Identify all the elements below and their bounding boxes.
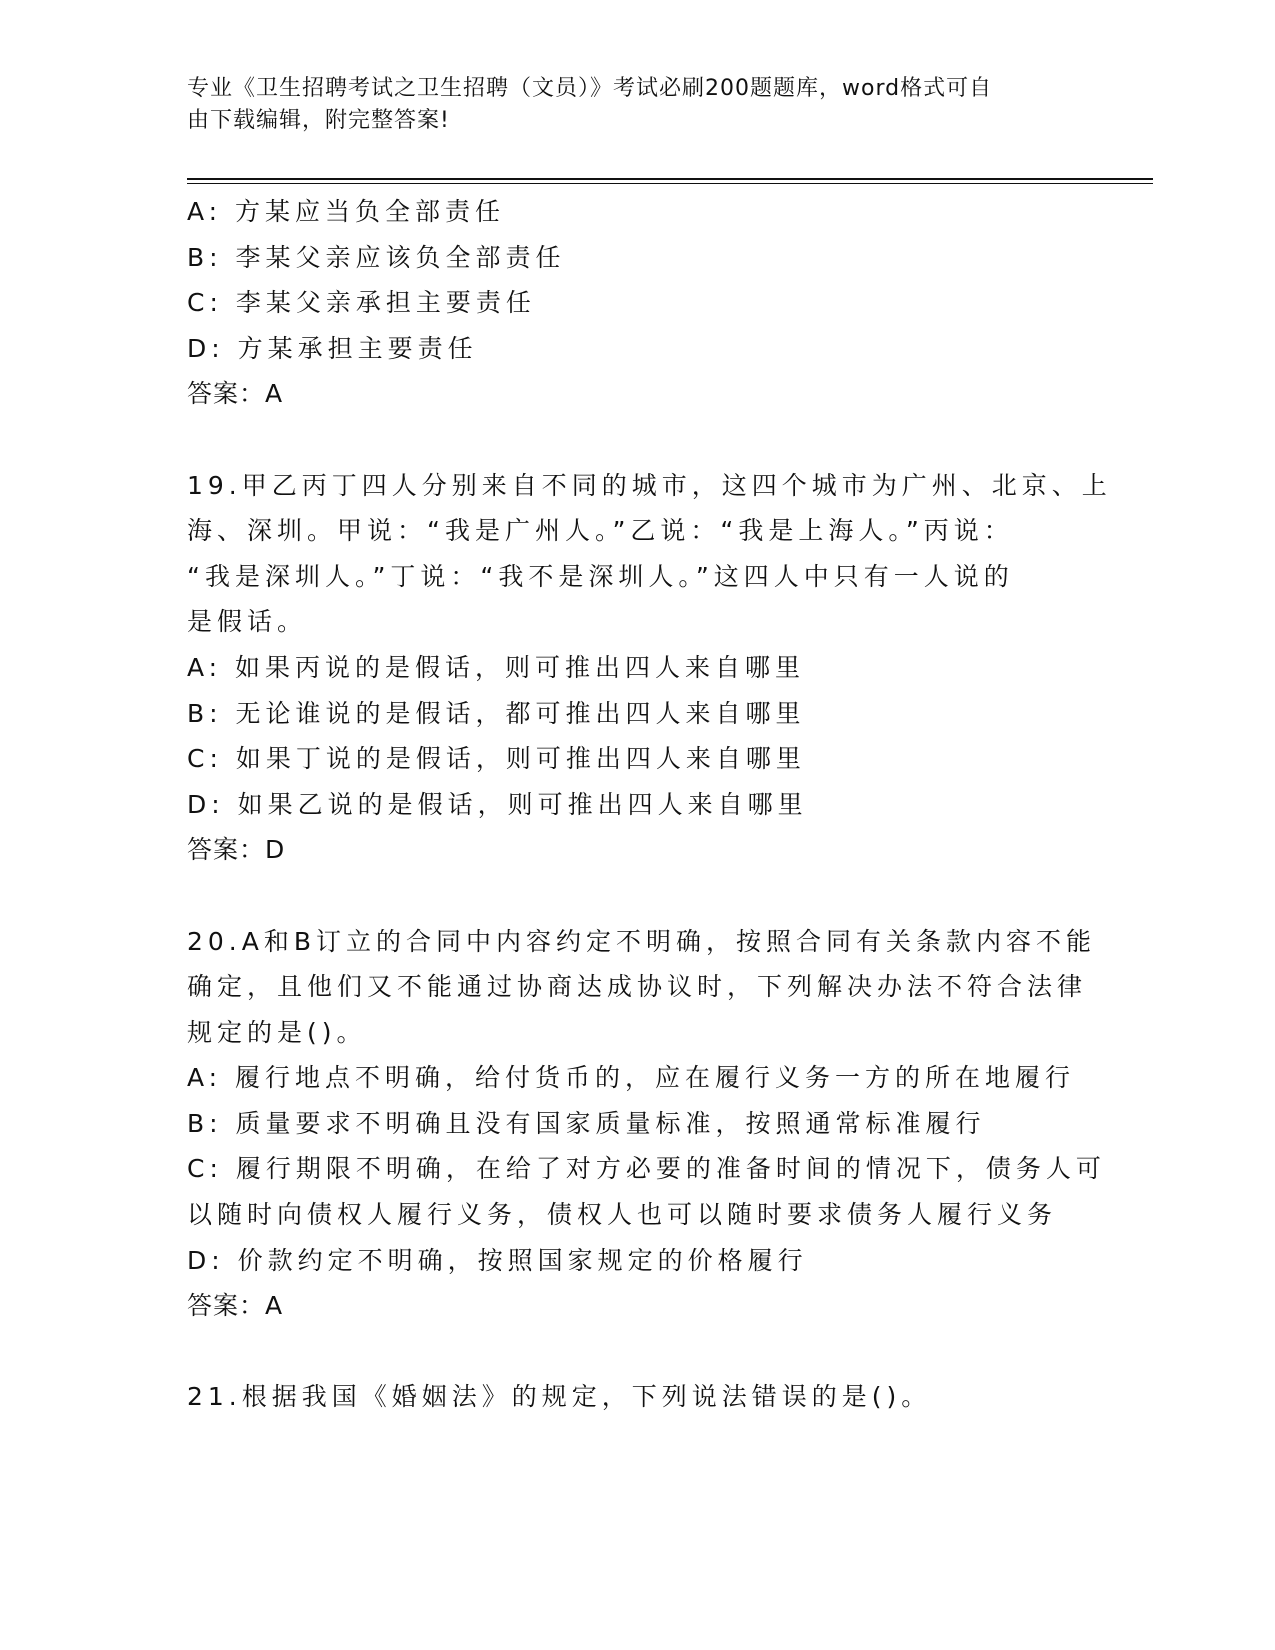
question-spacer xyxy=(187,1329,1087,1375)
header-line-1: 专业《卫生招聘考试之卫生招聘（文员）》考试必刷200题题库，word格式可自 xyxy=(187,76,993,101)
option-c: C: 履行期限不明确，在给了对方必要的准备时间的情况下，债务人可 xyxy=(187,1154,1106,1184)
answer-line: 答案：A xyxy=(187,379,284,409)
answer-line: 答案：A xyxy=(187,1291,284,1321)
question-stem-line: 确定，且他们又不能通过协商达成协议时，下列解决办法不符合法律 xyxy=(187,972,1088,1002)
option-c-continued: 以随时向债权人履行义务，债权人也可以随时要求债务人履行义务 xyxy=(187,1200,1058,1230)
question-20 xyxy=(187,919,1106,1329)
question-19 xyxy=(187,463,1112,873)
option-b: B: 李某父亲应该负全部责任 xyxy=(187,242,566,272)
header-divider-thick xyxy=(187,178,1153,180)
answer-line: 答案：D xyxy=(187,835,286,865)
option-c: C: 如果丁说的是假话，则可推出四人来自哪里 xyxy=(187,744,806,774)
option-b: B: 质量要求不明确且没有国家质量标准，按照通常标准履行 xyxy=(187,1108,986,1138)
header-line-2: 由下载编辑，附完整答案! xyxy=(187,108,450,133)
question-spacer xyxy=(187,417,1087,463)
question-stem-line: 21.根据我国《婚姻法》的规定，下列说法错误的是()。 xyxy=(187,1382,932,1412)
option-a: A: 方某应当负全部责任 xyxy=(187,197,506,226)
question-stem-line: 20.A和B订立的合同中内容约定不明确，按照合同有关条款内容不能 xyxy=(187,926,1097,956)
option-d: D: 如果乙说的是假话，则可推出四人来自哪里 xyxy=(187,789,808,819)
question-21 xyxy=(187,1374,1087,1420)
option-d: D: 价款约定不明确，按照国家规定的价格履行 xyxy=(187,1245,808,1275)
question-stem-line: 海、深圳。甲说：“我是广州人。”乙说：“我是上海人。”丙说： xyxy=(187,516,1014,546)
question-stem-line: 是假话。 xyxy=(187,607,308,637)
header-divider-thin xyxy=(187,183,1153,184)
question-stem-line: 19.甲乙丙丁四人分别来自不同的城市，这四个城市为广州、北京、上 xyxy=(187,470,1112,500)
option-b: B: 无论谁说的是假话，都可推出四人来自哪里 xyxy=(187,698,806,728)
option-a: A: 履行地点不明确，给付货币的，应在履行义务一方的所在地履行 xyxy=(187,1063,1076,1093)
question-18 xyxy=(187,189,1087,417)
document-body xyxy=(187,189,1112,1420)
question-stem-line: 规定的是()。 xyxy=(187,1017,367,1047)
question-stem-line: “我是深圳人。”丁说：“我不是深圳人。”这四人中只有一人说的 xyxy=(187,561,1014,591)
question-spacer xyxy=(187,873,1087,919)
option-c: C: 李某父亲承担主要责任 xyxy=(187,288,536,318)
option-d: D: 方某承担主要责任 xyxy=(187,333,478,363)
document-header xyxy=(187,73,1067,137)
option-a: A: 如果丙说的是假话，则可推出四人来自哪里 xyxy=(187,652,806,682)
